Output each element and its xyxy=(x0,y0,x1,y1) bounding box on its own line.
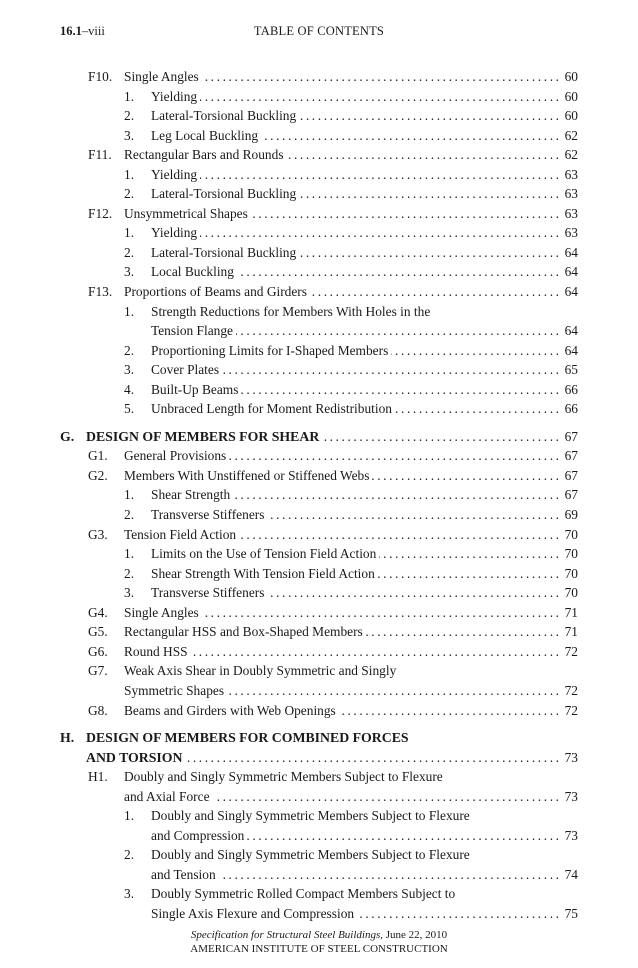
toc-entry-number: G8. xyxy=(88,702,108,718)
toc-entry-page: 64 xyxy=(564,244,578,260)
toc-entry[interactable] xyxy=(0,165,638,185)
toc-entry-line xyxy=(151,564,578,584)
dot-leader xyxy=(219,865,562,885)
toc-entry-number: 2. xyxy=(124,342,135,358)
footer-publisher: AMERICAN INSTITUTE OF STEEL CONSTRUCTION xyxy=(190,943,448,955)
toc-entry-line xyxy=(124,787,578,807)
toc-entry-line xyxy=(86,728,578,748)
toc-entry-line xyxy=(151,321,578,341)
toc-entry-number: G7. xyxy=(88,663,108,679)
toc-entry-number: 3. xyxy=(124,362,135,378)
dot-leader xyxy=(247,826,561,846)
toc-entry[interactable] xyxy=(0,728,638,748)
toc-entry-number: G6. xyxy=(88,643,108,659)
toc-entry-number: 2. xyxy=(124,108,135,124)
toc-entry-number: 2. xyxy=(124,507,135,523)
dot-leader xyxy=(239,525,561,545)
toc-entry-page: 71 xyxy=(564,624,578,640)
toc-entry-page: 66 xyxy=(564,401,578,417)
page-number-prefix: 16.1 xyxy=(60,24,82,38)
toc-entry-page: 60 xyxy=(564,69,578,84)
dot-leader xyxy=(222,360,562,380)
toc-entry-title: Single Angles xyxy=(124,69,199,84)
toc-entry[interactable] xyxy=(0,748,638,768)
toc-entry-number: G3. xyxy=(88,526,108,542)
toc-entry-title: Unsymmetrical Shapes xyxy=(124,205,248,221)
dot-leader xyxy=(229,446,561,466)
toc-entry[interactable] xyxy=(0,87,638,107)
toc-entry-page: 70 xyxy=(564,585,578,601)
toc-entry[interactable] xyxy=(0,243,638,263)
dot-leader xyxy=(236,321,562,341)
toc-entry-number: F10. xyxy=(88,69,113,84)
toc-entry-number: 1. xyxy=(124,225,135,241)
toc-entry-title: Members With Unstiffened or Stiffened Webs xyxy=(124,467,370,483)
dot-leader xyxy=(227,681,562,701)
toc-entry[interactable] xyxy=(0,583,638,603)
toc-entry-number: 1. xyxy=(124,546,135,562)
toc-entry-line xyxy=(151,544,578,564)
toc-entry[interactable] xyxy=(0,642,638,662)
toc-entry-number: G2. xyxy=(88,467,108,483)
toc-entry[interactable] xyxy=(0,525,638,545)
toc-entry-number: F11. xyxy=(88,147,112,163)
toc-entry[interactable] xyxy=(0,787,638,807)
toc-entry-number: F12. xyxy=(88,205,113,221)
toc-entry-page: 64 xyxy=(564,323,578,339)
toc-entry[interactable] xyxy=(0,622,638,642)
toc-entry[interactable] xyxy=(0,681,638,701)
toc-entry-page: 67 xyxy=(564,428,578,444)
toc-entry-page: 72 xyxy=(564,643,578,659)
dot-leader xyxy=(200,223,561,243)
toc-entry-title: Rectangular Bars and Rounds xyxy=(124,147,284,163)
toc-entry-line xyxy=(151,884,578,904)
toc-entry-title: AND TORSION xyxy=(86,749,183,765)
toc-entry[interactable] xyxy=(0,223,638,243)
toc-entry-title: Yielding xyxy=(151,225,198,241)
toc-entry-page: 60 xyxy=(564,88,578,104)
dot-leader xyxy=(379,544,561,564)
toc-entry-title: Round HSS xyxy=(124,643,188,659)
toc-entry-page: 63 xyxy=(564,166,578,182)
toc-entry-line xyxy=(124,642,578,662)
toc-entry-page: 67 xyxy=(564,448,578,464)
toc-entry-title: Rectangular HSS and Box-Shaped Members xyxy=(124,624,363,640)
toc-entry-page: 70 xyxy=(564,546,578,562)
toc-entry-title: Doubly and Singly Symmetric Members Subject to Flexure xyxy=(151,808,470,824)
toc-entry[interactable] xyxy=(0,904,638,924)
toc-entry-number: 1. xyxy=(124,166,135,182)
toc-entry-number: 2. xyxy=(124,847,135,863)
toc-entry-page: 73 xyxy=(564,827,578,843)
toc-entry[interactable] xyxy=(0,262,638,282)
dot-leader xyxy=(299,184,561,204)
toc-entry-title: and Compression xyxy=(151,827,245,843)
header-title: TABLE OF CONTENTS xyxy=(253,24,385,38)
toc-entry-line xyxy=(124,681,578,701)
toc-entry-number: H. xyxy=(60,730,75,746)
dot-leader xyxy=(310,282,562,302)
toc-entry-page: 60 xyxy=(564,108,578,124)
toc-entry-title: Strength Reductions for Members With Holes in the xyxy=(151,303,431,319)
toc-entry[interactable] xyxy=(0,341,638,361)
toc-entry-line xyxy=(151,106,578,126)
toc-entry[interactable] xyxy=(0,884,638,904)
toc-entry-title: Local Buckling xyxy=(151,264,234,280)
dot-leader xyxy=(322,427,561,447)
dot-leader xyxy=(299,106,561,126)
toc-entry-line xyxy=(124,525,578,545)
toc-entry-number: 1. xyxy=(124,88,135,104)
toc-entry-number: 2. xyxy=(124,244,135,260)
toc-entry[interactable] xyxy=(0,204,638,224)
toc-entry-page: 71 xyxy=(564,604,578,620)
dot-leader xyxy=(200,87,561,107)
toc-entry-line xyxy=(124,661,578,681)
toc-entry-title: and Tension xyxy=(151,866,216,882)
dot-leader xyxy=(287,145,562,165)
page-footer xyxy=(0,928,638,956)
page-header xyxy=(0,24,638,42)
toc-entry-title: Shear Strength With Tension Field Action xyxy=(151,565,375,581)
toc-entry-title: Tension Field Action xyxy=(124,526,237,542)
toc-entry-line xyxy=(124,622,578,642)
toc-entry[interactable] xyxy=(0,845,638,865)
toc-entry[interactable] xyxy=(0,282,638,302)
toc-entry-title: Built-Up Beams xyxy=(151,381,239,397)
toc-entry[interactable] xyxy=(0,466,638,486)
dot-leader xyxy=(378,564,562,584)
toc-entry-number: G4. xyxy=(88,604,108,620)
dot-leader xyxy=(357,904,562,924)
dot-leader xyxy=(241,380,561,400)
toc-entry-number: G5. xyxy=(88,624,108,640)
toc-entry-line xyxy=(151,243,578,263)
toc-entry-title: Cover Plates xyxy=(151,362,220,378)
toc-entry-number: 1. xyxy=(124,487,135,503)
toc-entry-line xyxy=(124,204,578,224)
dot-leader xyxy=(395,399,562,419)
toc-entry-page: 62 xyxy=(564,147,578,163)
toc-entry[interactable] xyxy=(0,661,638,681)
toc-entry-title: Tension Flange xyxy=(151,323,233,339)
dot-leader xyxy=(213,787,562,807)
toc-entry-title: Symmetric Shapes xyxy=(124,682,225,698)
toc-entry-page: 73 xyxy=(564,788,578,804)
toc-entry[interactable] xyxy=(0,184,638,204)
footer-spec-title: Specification for Structural Steel Buildings, xyxy=(190,929,383,941)
toc-entry-title: Doubly and Singly Symmetric Members Subject to Flexure xyxy=(124,769,443,785)
toc-entry-number: 5. xyxy=(124,401,135,417)
toc-entry-title: Transverse Stiffeners xyxy=(151,585,265,601)
dot-leader xyxy=(233,485,561,505)
dot-leader xyxy=(202,603,562,623)
toc-entry-title: Single Angles xyxy=(124,604,199,620)
toc-entry[interactable] xyxy=(0,564,638,584)
dot-leader xyxy=(267,583,561,603)
toc-entry-line xyxy=(86,427,578,447)
toc-entry[interactable] xyxy=(0,427,638,447)
dot-leader xyxy=(339,701,562,721)
toc-entry-title: DESIGN OF MEMBERS FOR SHEAR xyxy=(86,428,320,444)
toc-entry-title: Lateral-Torsional Buckling xyxy=(151,244,297,260)
toc-entry[interactable] xyxy=(0,126,638,146)
toc-entry-title: Doubly and Singly Symmetric Members Subject to Flexure xyxy=(151,847,470,863)
toc-entry-line xyxy=(151,826,578,846)
toc-entry-line xyxy=(151,904,578,924)
toc-entry[interactable] xyxy=(0,544,638,564)
toc-entry-page: 63 xyxy=(564,225,578,241)
toc-entry-title: Lateral-Torsional Buckling xyxy=(151,108,297,124)
toc-entry[interactable] xyxy=(0,603,638,623)
toc-entry-line xyxy=(151,865,578,885)
toc-entry-line xyxy=(151,806,578,826)
toc-entry-page: 67 xyxy=(564,487,578,503)
toc-entry-title: Leg Local Buckling xyxy=(151,127,259,143)
dot-leader xyxy=(391,341,561,361)
toc-entry[interactable] xyxy=(0,701,638,721)
toc-entry[interactable] xyxy=(0,302,638,322)
dot-leader xyxy=(267,505,561,525)
table-of-contents xyxy=(0,67,638,924)
toc-entry-number: F13. xyxy=(88,284,113,300)
toc-entry-title: Beams and Girders with Web Openings xyxy=(124,702,336,718)
toc-entry-page: 74 xyxy=(564,866,578,882)
toc-entry-line xyxy=(124,701,578,721)
toc-entry-line xyxy=(151,360,578,380)
toc-entry[interactable] xyxy=(0,865,638,885)
toc-entry-page: 66 xyxy=(564,381,578,397)
toc-entry-line xyxy=(124,145,578,165)
toc-entry-line xyxy=(151,126,578,146)
toc-entry-number: 3. xyxy=(124,264,135,280)
toc-entry-title: Yielding xyxy=(151,166,198,182)
toc-entry-page: 64 xyxy=(564,264,578,280)
dot-leader xyxy=(237,262,562,282)
toc-entry-title: Single Axis Flexure and Compression xyxy=(151,905,355,921)
toc-entry-page: 64 xyxy=(564,342,578,358)
dot-leader xyxy=(251,204,562,224)
toc-entry-line xyxy=(124,446,578,466)
toc-entry-number: 3. xyxy=(124,585,135,601)
toc-entry-title: Lateral-Torsional Buckling xyxy=(151,186,297,202)
toc-entry[interactable] xyxy=(0,806,638,826)
toc-entry-number: 1. xyxy=(124,808,135,824)
toc-entry-line xyxy=(151,262,578,282)
toc-entry[interactable] xyxy=(0,399,638,419)
toc-entry-line xyxy=(151,184,578,204)
toc-entry-page: 72 xyxy=(564,702,578,718)
toc-entry-number: 2. xyxy=(124,186,135,202)
toc-entry-page: 70 xyxy=(564,526,578,542)
toc-entry-line xyxy=(124,466,578,486)
toc-entry-title: General Provisions xyxy=(124,448,227,464)
toc-entry-page: 73 xyxy=(564,749,578,765)
toc-entry-page: 72 xyxy=(564,682,578,698)
toc-entry[interactable] xyxy=(0,767,638,787)
toc-entry-line xyxy=(151,87,578,107)
toc-entry-title: Shear Strength xyxy=(151,487,231,503)
toc-entry-title: Unbraced Length for Moment Redistribution xyxy=(151,401,392,417)
toc-entry[interactable] xyxy=(0,321,638,341)
dot-leader xyxy=(185,748,561,768)
toc-entry-number: 4. xyxy=(124,381,135,397)
toc-entry-page: 65 xyxy=(564,362,578,378)
toc-entry-line xyxy=(151,583,578,603)
footer-date: June 22, 2010 xyxy=(383,929,448,941)
dot-leader xyxy=(366,622,562,642)
toc-entry-line xyxy=(151,845,578,865)
toc-entry-line xyxy=(151,223,578,243)
toc-entry-page: 67 xyxy=(564,467,578,483)
toc-entry-line xyxy=(151,380,578,400)
toc-entry[interactable] xyxy=(0,106,638,126)
toc-entry-title: Doubly Symmetric Rolled Compact Members Subject to xyxy=(151,886,456,902)
toc-entry-line xyxy=(86,748,578,768)
toc-entry-line xyxy=(151,341,578,361)
dot-leader xyxy=(191,642,562,662)
toc-entry[interactable] xyxy=(0,145,638,165)
toc-entry-number: G. xyxy=(60,428,75,444)
toc-entry-line xyxy=(124,767,578,787)
toc-entry-page: 63 xyxy=(564,205,578,221)
toc-entry-line xyxy=(124,603,578,623)
page-number-suffix: –viii xyxy=(81,24,105,38)
dot-leader xyxy=(299,243,561,263)
toc-entry-page: 69 xyxy=(564,507,578,523)
toc-entry-title: Proportions of Beams and Girders xyxy=(124,284,307,300)
toc-entry-title: Limits on the Use of Tension Field Action xyxy=(151,546,377,562)
toc-entry-line xyxy=(124,67,578,87)
dot-leader xyxy=(202,67,562,87)
toc-entry-page: 75 xyxy=(564,905,578,921)
toc-entry-page: 70 xyxy=(564,565,578,581)
dot-leader xyxy=(261,126,562,146)
toc-entry[interactable] xyxy=(0,505,638,525)
toc-entry-title: DESIGN OF MEMBERS FOR COMBINED FORCES xyxy=(86,730,409,746)
toc-entry[interactable] xyxy=(0,380,638,400)
toc-entry-page: 63 xyxy=(564,186,578,202)
toc-entry-line xyxy=(151,165,578,185)
toc-entry-title: Weak Axis Shear in Doubly Symmetric and Singly xyxy=(124,663,397,679)
toc-entry-number: 3. xyxy=(124,886,135,902)
toc-entry-title: Proportioning Limits for I-Shaped Members xyxy=(151,342,389,358)
toc-entry-line xyxy=(124,282,578,302)
toc-entry-number: 2. xyxy=(124,565,135,581)
toc-entry-line xyxy=(151,505,578,525)
toc-entry[interactable] xyxy=(0,446,638,466)
toc-entry-line xyxy=(151,485,578,505)
dot-leader xyxy=(200,165,561,185)
toc-entry-page: 64 xyxy=(564,284,578,300)
toc-entry-line xyxy=(151,302,578,322)
toc-entry-line xyxy=(151,399,578,419)
toc-entry[interactable] xyxy=(0,826,638,846)
toc-entry[interactable] xyxy=(0,485,638,505)
toc-entry[interactable] xyxy=(0,67,638,87)
toc-entry-number: 3. xyxy=(124,127,135,143)
toc-entry-title: and Axial Force xyxy=(124,788,210,804)
dot-leader xyxy=(372,466,561,486)
toc-entry[interactable] xyxy=(0,360,638,380)
toc-entry-number: H1. xyxy=(88,769,108,785)
toc-entry-number: G1. xyxy=(88,448,108,464)
toc-entry-page: 62 xyxy=(564,127,578,143)
toc-entry-title: Yielding xyxy=(151,88,198,104)
toc-entry-title: Transverse Stiffeners xyxy=(151,507,265,523)
toc-entry-number: 1. xyxy=(124,303,135,319)
